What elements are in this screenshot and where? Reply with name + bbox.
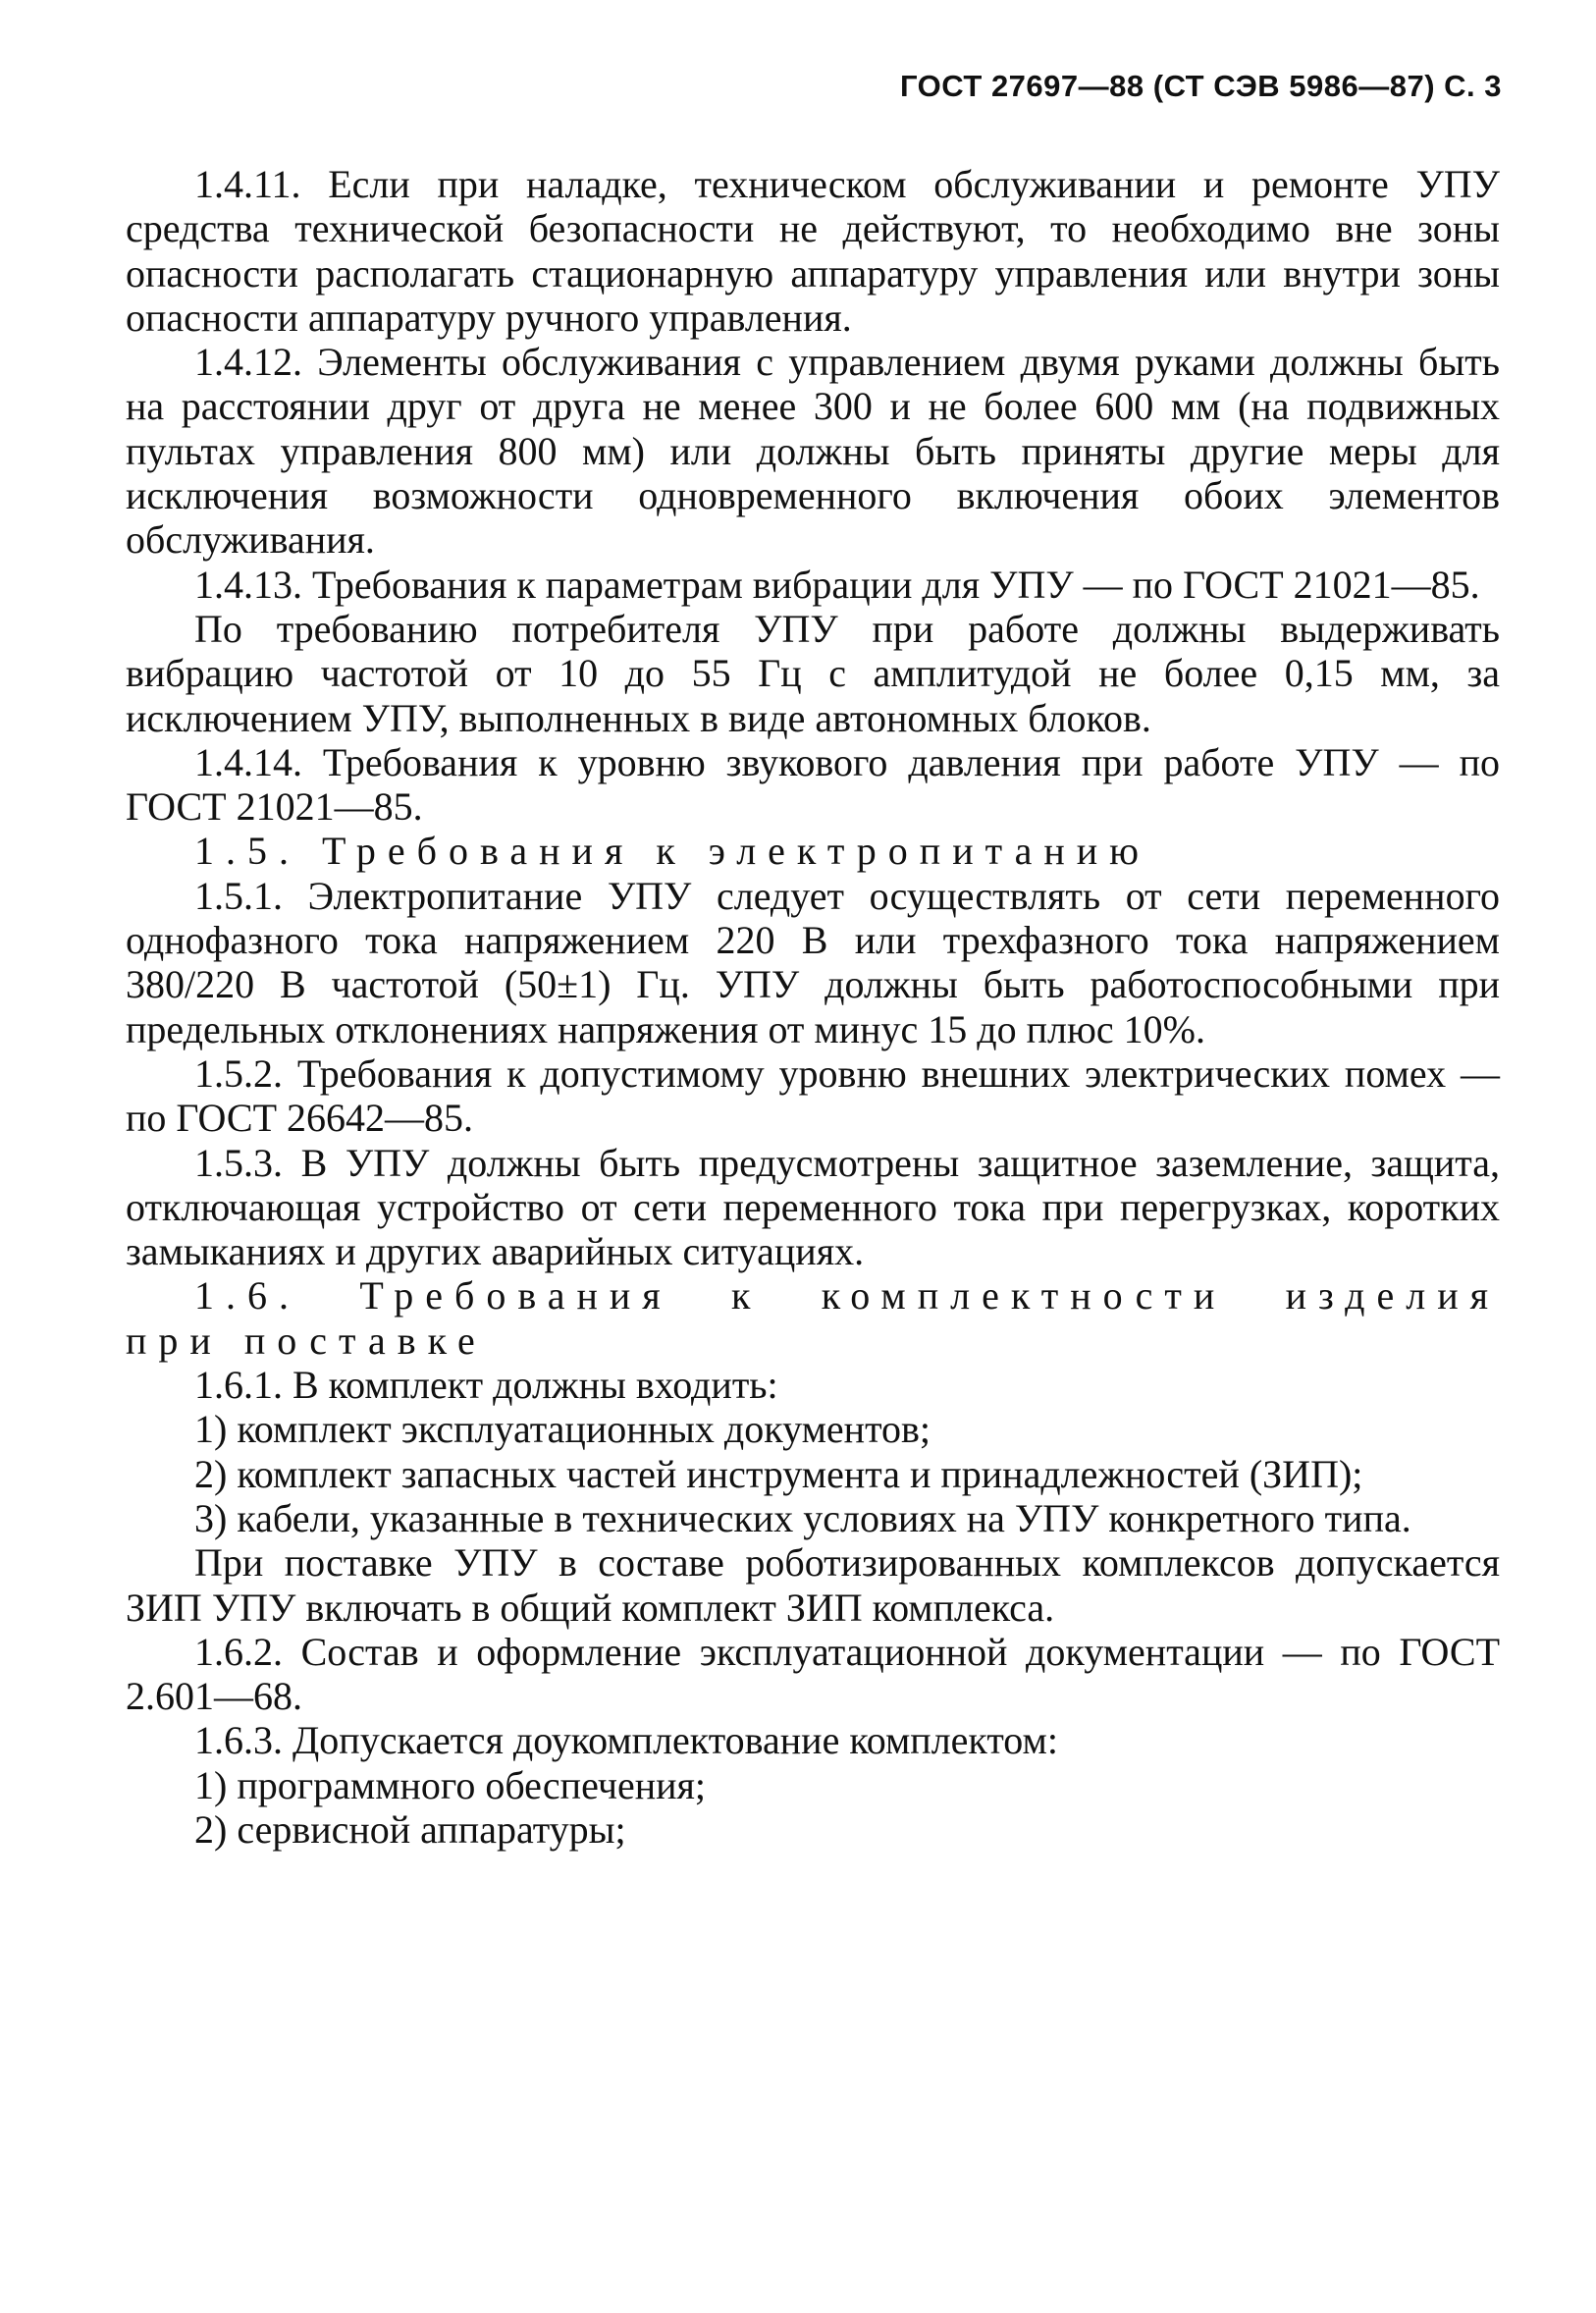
list-item-1: 1) комплект эксплуатационных документов; [194, 1407, 931, 1452]
section-heading-1-6: 1.6. Требования к комплектности изделия [194, 1273, 1500, 1318]
paragraph-1-5-1: 1.5.1. Электропитание УПУ следует осуществлять от сети переменного однофазного тока напряжением 220 В или трехфазного тока напряжением 380/220 В частотой (50±1) Гц. УПУ должны быть работоспособными при предельных отклонениях напряжения от минус 15 до плюс 10%. [126, 873, 1500, 1051]
paragraph-1-5-2: 1.5.2. Требования к допустимому уровню внешних электрических помех — по ГОСТ 26642—85. [126, 1050, 1500, 1141]
list-item-service-equipment: 2) сервисной аппаратуры; [194, 1806, 626, 1852]
list-item-software: 1) программного обеспечения; [194, 1762, 707, 1807]
paragraph-1-6-1: 1.6.1. В комплект должны входить: [194, 1363, 778, 1408]
page-header: ГОСТ 27697—88 (СТ СЭВ 5986—87) С. 3 [900, 69, 1502, 103]
paragraph-delivery: При поставке УПУ в составе роботизированных комплексов допускается ЗИП УПУ включать в общий комплект ЗИП комплекса. [126, 1540, 1500, 1630]
list-item-2: 2) комплект запасных частей инструмента и принадлежностей (ЗИП); [194, 1451, 1363, 1496]
document-body [126, 162, 1500, 1852]
paragraph-1-4-14: 1.4.14. Требования к уровню звукового давления при работе УПУ — по ГОСТ 21021—85. [126, 739, 1500, 830]
paragraph-1-4-13: 1.4.13. Требования к параметрам вибрации для УПУ — по ГОСТ 21021—85. [194, 562, 1480, 607]
paragraph-1-6-3: 1.6.3. Допускается доукомплектование комплектом: [194, 1718, 1058, 1763]
paragraph-1-4-12: 1.4.12. Элементы обслуживания с управлением двумя руками должны быть на расстоянии друг от друга не менее 300 и не более 600 мм (на подвижных пультах управления 800 мм) или должны быть приняты другие меры для исключения возможности одновременного включения обоих элементов обслуживания. [126, 340, 1500, 563]
paragraph-1-5-3: 1.5.3. В УПУ должны быть предусмотрены защитное заземление, защита, отключающая устройство от сети переменного тока при перегрузках, коротких замыканиях и других аварийных ситуациях. [126, 1140, 1500, 1274]
paragraph-1-4-11: 1.4.11. Если при наладке, техническом обслуживании и ремонте УПУ средства технической безопасности не действуют, то необходимо вне зоны опасности располагать стационарную аппаратуру управления или внутри зоны опасности аппаратуру ручного управления. [126, 162, 1500, 340]
paragraph-vibration: По требованию потребителя УПУ при работе должны выдерживать вибрацию частотой от 10 до 55 Гц с амплитудой не более 0,15 мм, за исключением УПУ, выполненных в виде автономных блоков. [126, 606, 1500, 740]
paragraph-1-6-2: 1.6.2. Состав и оформление эксплуатационной документации — по ГОСТ 2.601—68. [126, 1629, 1500, 1719]
list-item-3: 3) кабели, указанные в технических условиях на УПУ конкретного типа. [194, 1495, 1411, 1540]
section-heading-1-6-continued: при поставке [126, 1318, 487, 1363]
section-heading-1-5: 1.5. Требования к электропитанию [194, 829, 1151, 874]
